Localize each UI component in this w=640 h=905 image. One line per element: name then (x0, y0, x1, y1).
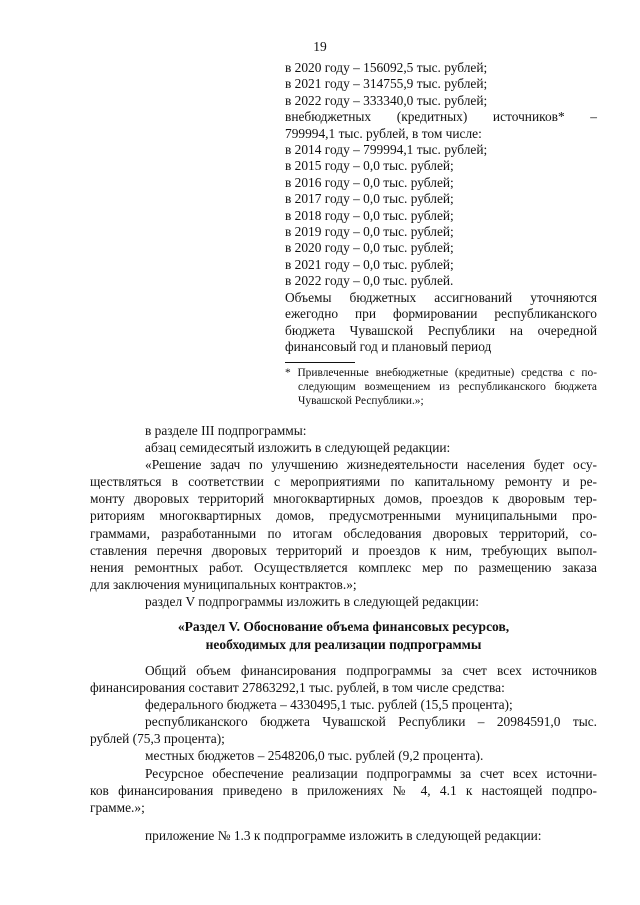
quote-line: граммами, разработанными по итогам обследования дворовых территорий, со- (90, 525, 597, 541)
page-number: 19 (313, 39, 327, 54)
section-heading-line: «Раздел V. Обоснование объема финансовых ресурсов, (177, 619, 510, 634)
extrabudget-year: в 2015 году – 0,0 тыс. рублей; (285, 158, 454, 174)
body-block-financing (90, 662, 597, 816)
resource-line: ков финансирования приведено в приложениях № 4, 4.1 к настоящей подпро- (90, 782, 597, 798)
resource-line: Ресурсное обеспечение реализации подпрограммы за счет всех источни- (145, 765, 597, 781)
quote-line: монту дворовых территорий многоквартирных домов, проездов к дворовым тер- (90, 491, 597, 507)
body-block-bottom (90, 827, 597, 844)
funding-column (285, 60, 597, 355)
footnote-line: * Привлеченные внебюджетные (кредитные) средства с по- (285, 367, 597, 379)
quote-line: нения ремонтных работ. Осуществляется комплекс мер по размещению заказа (90, 559, 597, 575)
quote-line: ставления перечня дворовых территорий и проездов к ним, требующих выпол- (90, 542, 597, 558)
quote-line: ществляться в соответствии с мероприятиями по капитальному ремонту и ре- (90, 474, 597, 490)
total-financing-line: Общий объем финансирования подпрограммы за счет всех источников (145, 663, 597, 678)
extrabudget-year: в 2020 году – 0,0 тыс. рублей; (285, 240, 454, 256)
extrabudget-total: 799994,1 тыс. рублей, в том числе: (285, 125, 482, 141)
quote-line: риториям многоквартирных домов, предусмотренными муниципальными про- (90, 508, 597, 524)
footnote-line: следующим возмещением из республиканского бюджета (298, 381, 597, 393)
paragraph-instruction: абзац семидесятый изложить в следующей редакции: (145, 440, 451, 456)
volumes-note-line: Объемы бюджетных ассигнований уточняются (285, 289, 597, 305)
volumes-note-line: ежегодно при формировании республиканского (285, 306, 597, 322)
federal-budget-line: федерального бюджета – 4330495,1 тыс. рублей (15,5 процента); (145, 697, 513, 713)
funding-line: в 2021 году – 314755,9 тыс. рублей; (285, 76, 488, 92)
quote-line: «Решение задач по улучшению жизнедеятельности населения будет осу- (145, 457, 597, 473)
section5-instruction: раздел V подпрограммы изложить в следующей редакции: (145, 593, 480, 609)
footnote-line: Чувашской Республики.»; (298, 395, 424, 407)
republic-budget-line: рублей (75,3 процента); (90, 731, 225, 747)
extrabudget-year: в 2021 году – 0,0 тыс. рублей; (285, 256, 454, 272)
body-block-top (90, 422, 597, 610)
section-heading (0, 618, 640, 653)
extrabudget-year: в 2017 году – 0,0 тыс. рублей; (285, 191, 454, 207)
volumes-note-line: финансовый год и плановый период (285, 338, 492, 354)
local-budget-line: местных бюджетов – 2548206,0 тыс. рублей (9,2 процента). (145, 748, 484, 764)
appendix-instruction: приложение № 1.3 к подпрограмме изложить в следующей редакции: (145, 828, 542, 843)
total-financing-line: финансирования составит 27863292,1 тыс. рублей, в том числе средства: (90, 680, 505, 696)
resource-line: грамме.»; (90, 799, 145, 815)
funding-line: в 2020 году – 156092,5 тыс. рублей; (285, 60, 488, 75)
extrabudget-year: в 2018 году – 0,0 тыс. рублей; (285, 207, 454, 223)
extrabudget-year: в 2014 году – 799994,1 тыс. рублей; (285, 142, 488, 158)
extrabudget-year: в 2019 году – 0,0 тыс. рублей; (285, 224, 454, 240)
volumes-note-line: бюджета Чувашской Республики на очередной (285, 322, 597, 338)
extrabudget-year: в 2016 году – 0,0 тыс. рублей; (285, 174, 454, 190)
quote-line: для заключения муниципальных контрактов.»; (90, 576, 357, 592)
funding-line: в 2022 году – 333340,0 тыс. рублей; (285, 92, 488, 108)
section3-intro: в разделе III подпрограммы: (145, 423, 307, 438)
footnote (285, 366, 597, 408)
extrabudget-year: в 2022 году – 0,0 тыс. рублей. (285, 273, 454, 289)
footnote-divider (285, 362, 355, 363)
section-heading-line: необходимых для реализации подпрограммы (205, 636, 482, 652)
republic-budget-line: республиканского бюджета Чувашской Республики – 20984591,0 тыс. (145, 714, 597, 730)
extrabudget-header: внебюджетных (кредитных) источников* – (285, 109, 597, 125)
